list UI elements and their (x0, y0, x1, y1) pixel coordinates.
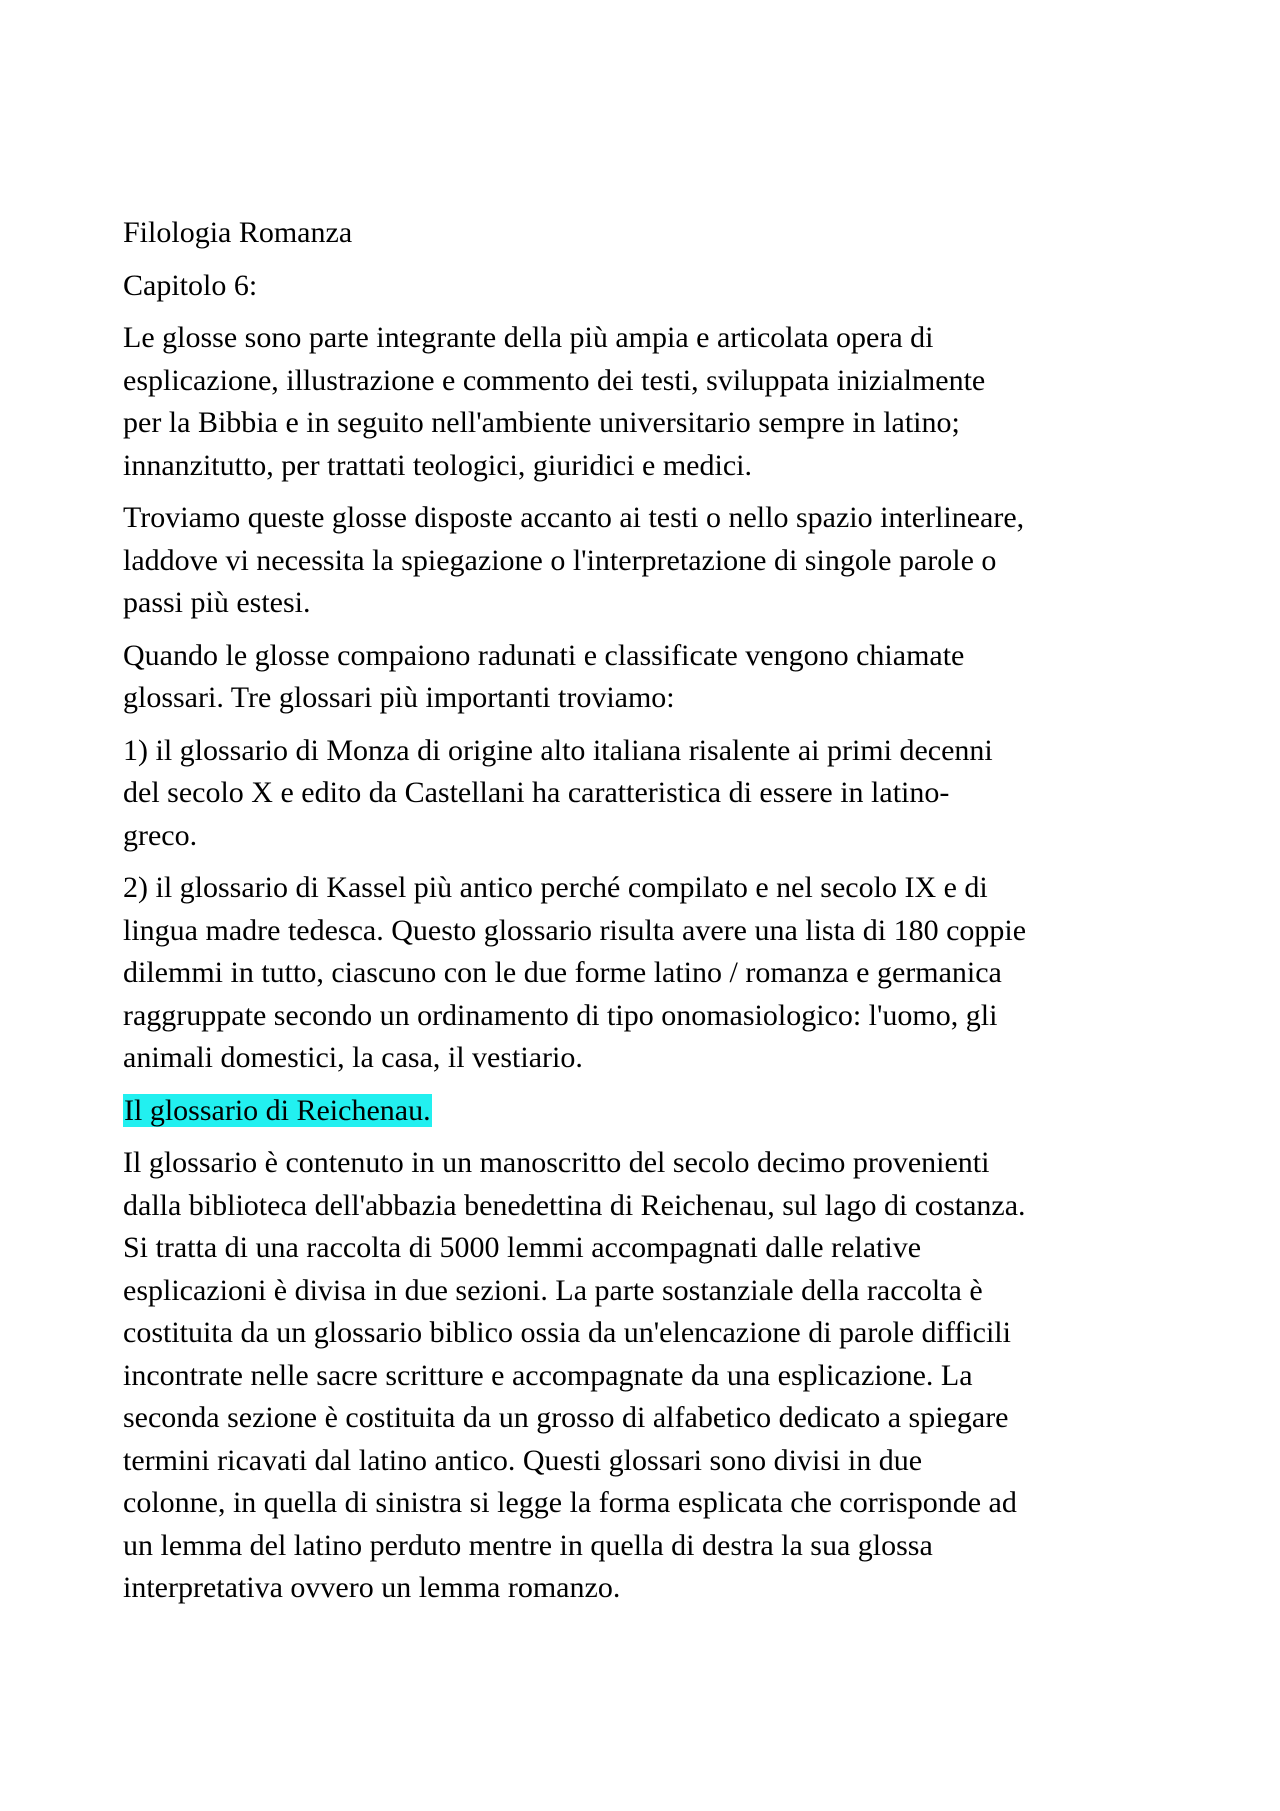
list-item-glossario-kassel: 2) il glossario di Kassel più antico perché compilato e nel secolo IX e di lingua madre tedesca. Questo glossario risulta avere una lista di 180 coppie dilemmi in tutto, ciascuno con le due forme latino / romanza e germanica raggruppate secondo un ordinamento di tipo onomasiologico: l'uomo, gli animali domestici, la casa, il vestiario. (123, 871, 1027, 1074)
paragraph-glosse-intro: Le glosse sono parte integrante della più ampia e articolata opera di esplicazione, illustrazione e commento dei testi, sviluppata inizialmente per la Bibbia e in seguito nell'ambiente universitario sempre in latino; innanzitutto, per trattati teologici, giuridici e medici. (123, 321, 986, 482)
paragraph-glosse-position: Troviamo queste glosse disposte accanto ai testi o nello spazio interlineare, laddove vi necessita la spiegazione o l'interpretazione di singole parole o passi più estesi. (123, 501, 1025, 619)
document-page (123, 212, 1183, 1620)
chapter-heading: Capitolo 6: (123, 268, 258, 302)
paragraph-glossario-reichenau: Il glossario è contenuto in un manoscritto del secolo decimo provenienti dalla biblioteca dell'abbazia benedettina di Reichenau, sul lago di costanza. Si tratta di una raccolta di 5000 lemmi accompagnati dalle relative esplicazioni è divisa in due sezioni. La parte sostanziale della raccolta è costituita da un glossario biblico ossia da un'elencazione di parole difficili incontrate nelle sacre scritture e accompagnate da una esplicazione. La seconda sezione è costituita da un grosso di alfabetico dedicato a spiegare termini ricavati dal latino antico. Questi glossari sono divisi in due colonne, in quella di sinistra si legge la forma esplicata che corrisponde ad un lemma del latino perduto mentre in quella di destra la sua glossa interpretativa ovvero un lemma romanzo. (123, 1146, 1026, 1604)
paragraph-glossari-definition: Quando le glosse compaiono radunati e classificate vengono chiamate glossari. Tre glossari più importanti troviamo: (123, 638, 965, 714)
list-item-glossario-monza: 1) il glossario di Monza di origine alto italiana risalente ai primi decenni del secolo X e edito da Castellani ha caratteristica di essere in latino- greco. (123, 733, 993, 852)
highlighted-text: Il glossario di Reichenau. (124, 1093, 431, 1127)
section-heading-reichenau (123, 1090, 1183, 1133)
document-title: Filologia Romanza (123, 216, 353, 249)
